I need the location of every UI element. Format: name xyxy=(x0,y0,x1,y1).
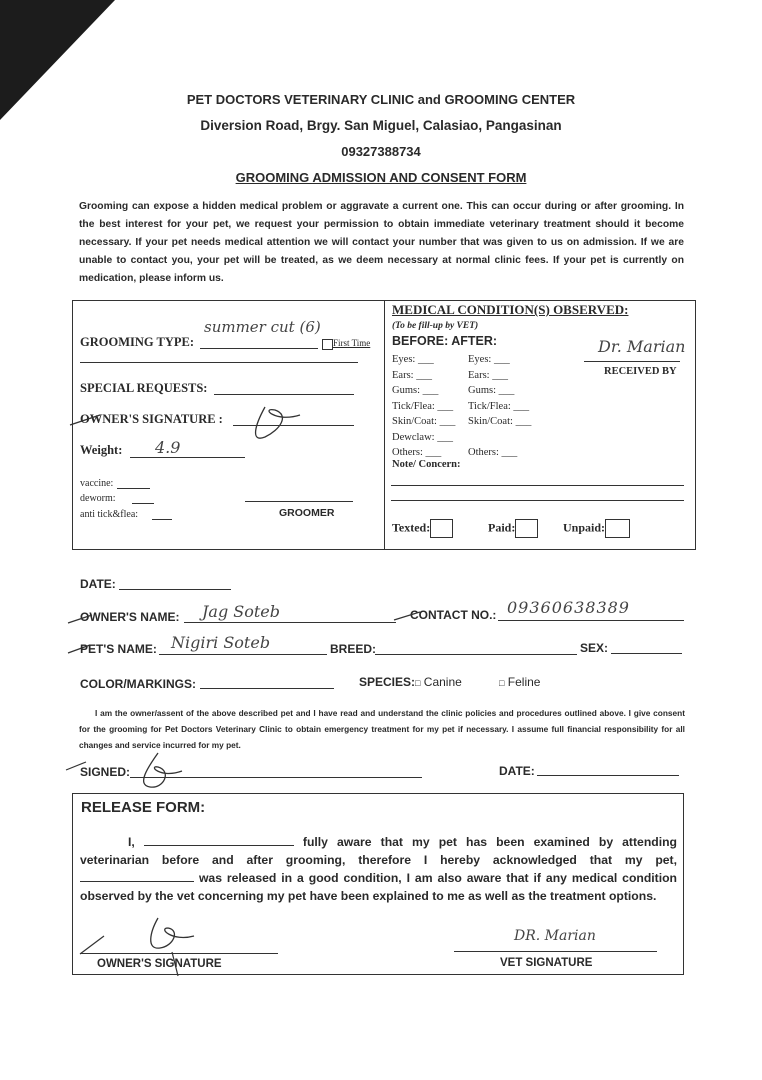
species-label: SPECIES: xyxy=(359,675,416,689)
medical-row-before[interactable]: Ears: ___ xyxy=(392,369,432,381)
groomer-line[interactable] xyxy=(245,501,353,502)
medical-row-after[interactable]: Gums: ___ xyxy=(468,385,515,396)
paid-field[interactable] xyxy=(488,519,538,538)
release-name-line[interactable] xyxy=(144,835,294,846)
vet-signature-label: VET SIGNATURE xyxy=(500,957,593,969)
texted-field[interactable] xyxy=(392,519,453,538)
grooming-type-label: GROOMING TYPE: xyxy=(80,335,195,349)
consent-paragraph: I am the owner/assent of the above described pet and I have read and understand the clinic policies and procedures outlined above. I give consent for the grooming for Pet Doctors Veterinary Clinic to obtain emergency treatment for my pet if necessary. I assume full financial responsibility for all changes and service incurred for my pet. xyxy=(79,708,685,750)
signed-signature-scribble xyxy=(60,745,210,795)
medical-row-before[interactable]: Dewclaw: ___ xyxy=(392,431,453,443)
deworm-line[interactable] xyxy=(132,503,154,504)
first-time-checkbox[interactable] xyxy=(322,337,333,355)
owner-signature-scribble xyxy=(60,395,320,450)
pet-name-label: PET'S NAME: xyxy=(80,642,157,656)
medical-row-after[interactable]: Others: ___ xyxy=(468,447,518,458)
pet-name-line xyxy=(159,654,327,655)
deworm-label: deworm: xyxy=(80,493,116,504)
vet-signature-value[interactable]: DR. Marian xyxy=(514,928,596,944)
received-by-line xyxy=(584,361,680,362)
intro-paragraph: Grooming can expose a hidden medical problem or aggravate a current one. This can occur during or after grooming. In the best interest for your pet, we request your permission to obtain immediate veterinary treatment should it become necessary. If your pet needs medical attention we will contact your number that was given to us on admission. If we are unable to contact you, your pet will be treated, as we deem necessary at normal clinic fees. If your pet is currently on medication, please inform us. xyxy=(79,201,684,284)
medical-row-after[interactable]: Ears: ___ xyxy=(468,369,508,381)
clinic-address: Diversion Road, Brgy. San Miguel, Calasiao, Pangasinan xyxy=(200,118,562,133)
medical-row-before[interactable]: Tick/Flea: ___ xyxy=(392,400,454,412)
contact-value[interactable]: 09360638389 xyxy=(507,598,630,617)
canine-option[interactable]: □ Canine xyxy=(415,675,462,689)
medical-title: MEDICAL CONDITION(S) OBSERVED: xyxy=(392,302,629,317)
breed-label: BREED: xyxy=(330,642,377,656)
medical-row-before[interactable]: Eyes: ___ xyxy=(392,354,434,365)
clinic-phone: 09327388734 xyxy=(341,144,421,159)
paid-label: Paid: xyxy=(488,520,516,535)
medical-row-before[interactable]: Others: ___ xyxy=(392,447,442,458)
release-paragraph: I, fully aware that my pet has been examined by attending veterinarian before and after grooming, therefore I hereby acknowledged that my pet, was released in a good condition, I am also aware that if any medical condition observed by the vet concerning my pet have been explained to me as well as the treatment options. xyxy=(80,835,677,903)
owner-signature-label: OWNER'S SIGNATURE : xyxy=(80,412,223,426)
medical-before-column xyxy=(392,352,455,461)
antitick-line[interactable] xyxy=(152,519,172,520)
note-line-1[interactable] xyxy=(391,485,684,486)
release-owner-signature-label: OWNER'S SIGNATURE xyxy=(97,958,222,970)
vaccine-label: vaccine: xyxy=(80,478,114,489)
received-by-label: RECEIVED BY xyxy=(604,366,677,377)
release-title: RELEASE FORM: xyxy=(81,799,206,816)
sex-label: SEX: xyxy=(580,641,609,655)
clinic-name: PET DOCTORS VETERINARY CLINIC and GROOMING CENTER xyxy=(186,92,576,107)
canine-label: Canine xyxy=(423,675,462,689)
medical-row-after[interactable]: Skin/Coat: ___ xyxy=(468,416,532,427)
form-title: GROOMING ADMISSION AND CONSENT FORM xyxy=(235,170,527,185)
antitick-label: anti tick&flea: xyxy=(80,509,139,520)
vaccine-line[interactable] xyxy=(117,488,150,489)
contact-label: CONTACT NO.: xyxy=(410,608,497,622)
breed-line[interactable] xyxy=(375,654,577,655)
pet-name-value[interactable]: Nigiri Soteb xyxy=(171,633,271,652)
feline-option[interactable]: □ Feline xyxy=(499,675,541,689)
grooming-type-line xyxy=(200,348,318,349)
note-label: Note/ Concern: xyxy=(392,459,461,470)
contact-line xyxy=(498,620,684,621)
signed-label: SIGNED: xyxy=(80,765,131,779)
paid-box[interactable] xyxy=(515,519,538,538)
grooming-type-value[interactable]: summer cut (6) xyxy=(204,318,321,336)
feline-label: Feline xyxy=(507,675,541,689)
weight-value[interactable]: 4.9 xyxy=(155,438,181,457)
weight-line xyxy=(130,457,245,458)
note-line-2[interactable] xyxy=(391,500,684,501)
received-by-value[interactable]: Dr. Marian xyxy=(598,337,686,356)
signed-date-label: DATE: xyxy=(499,764,535,778)
special-requests-label: SPECIAL REQUESTS: xyxy=(80,381,208,395)
unpaid-box[interactable] xyxy=(605,519,630,538)
groomer-label: GROOMER xyxy=(279,507,335,519)
admission-box-divider xyxy=(384,300,385,550)
medical-row-before[interactable]: Skin/Coat: ___ xyxy=(392,416,456,427)
grooming-type-line-2 xyxy=(80,362,358,363)
color-line[interactable] xyxy=(200,688,334,689)
medical-row-after[interactable]: Tick/Flea: ___ xyxy=(468,400,530,412)
release-pet-line[interactable] xyxy=(80,871,194,882)
weight-label: Weight: xyxy=(80,443,123,457)
first-time-label: First Time xyxy=(333,338,371,348)
color-label: COLOR/MARKINGS: xyxy=(80,677,196,691)
owner-name-value[interactable]: Jag Soteb xyxy=(202,602,281,621)
date-label: DATE: xyxy=(80,577,116,591)
texted-label: Texted: xyxy=(392,520,431,535)
before-after-label: BEFORE: AFTER: xyxy=(392,334,498,348)
unpaid-label: Unpaid: xyxy=(563,520,606,535)
signed-date-line[interactable] xyxy=(537,775,679,776)
medical-after-column xyxy=(468,352,531,461)
vet-signature-line xyxy=(454,951,657,952)
date-line[interactable] xyxy=(119,589,231,590)
sex-line[interactable] xyxy=(611,653,682,654)
unpaid-field[interactable] xyxy=(563,519,630,538)
medical-row-before[interactable]: Gums: ___ xyxy=(392,385,439,396)
medical-row-after[interactable]: Eyes: ___ xyxy=(468,354,510,365)
owner-name-label: OWNER'S NAME: xyxy=(80,610,180,624)
medical-subtitle: (To be fill-up by VET) xyxy=(392,321,479,331)
texted-box[interactable] xyxy=(430,519,453,538)
